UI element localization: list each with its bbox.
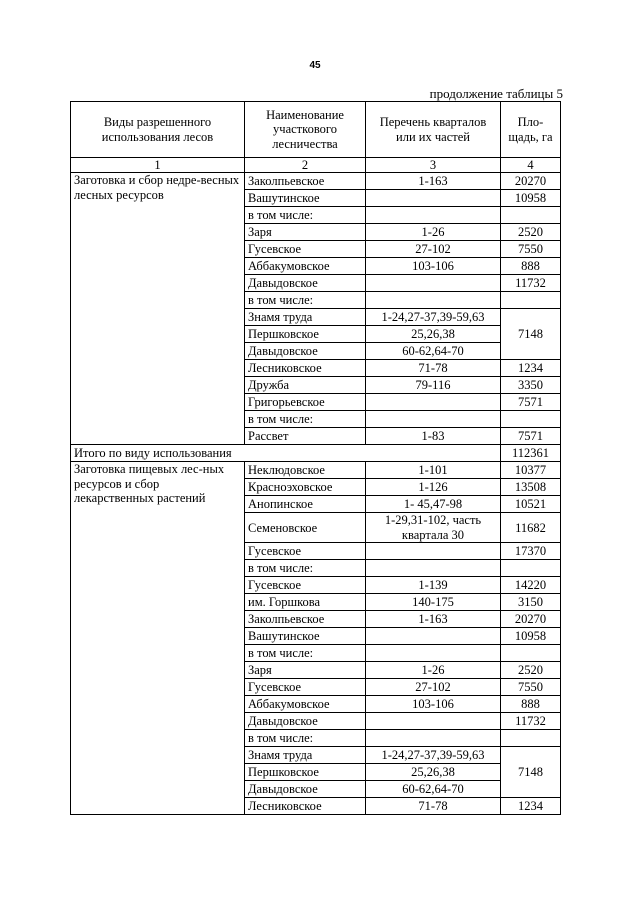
district-cell: в том числе:	[245, 730, 366, 747]
area-cell: 7571	[501, 428, 561, 445]
district-cell: Семеновское	[245, 513, 366, 543]
quarters-cell	[366, 628, 501, 645]
area-cell: 7550	[501, 679, 561, 696]
district-cell: Лесниковское	[245, 798, 366, 815]
area-cell: 7148	[501, 309, 561, 360]
area-cell: 10958	[501, 190, 561, 207]
district-cell: Гусевское	[245, 679, 366, 696]
quarters-cell	[366, 292, 501, 309]
district-cell: Давыдовское	[245, 713, 366, 730]
district-cell: Заколпьевское	[245, 611, 366, 628]
quarters-cell: 1-126	[366, 479, 501, 496]
area-cell: 11732	[501, 713, 561, 730]
total-row	[71, 445, 561, 462]
area-cell	[501, 411, 561, 428]
use-type-cell: Заготовка и сбор недре-весных лесных ресурсов	[71, 173, 245, 445]
area-cell	[501, 560, 561, 577]
quarters-cell: 1-101	[366, 462, 501, 479]
area-cell: 20270	[501, 173, 561, 190]
quarters-cell: 1-163	[366, 173, 501, 190]
district-cell: Першковское	[245, 326, 366, 343]
district-cell: Заколпьевское	[245, 173, 366, 190]
district-cell: Гусевское	[245, 577, 366, 594]
district-cell: Знамя труда	[245, 309, 366, 326]
district-cell: Аббакумовское	[245, 696, 366, 713]
district-cell: Красноэховское	[245, 479, 366, 496]
table-continuation-caption: продолжение таблицы 5	[429, 86, 563, 101]
area-cell: 10377	[501, 462, 561, 479]
quarters-cell: 1-83	[366, 428, 501, 445]
quarters-cell	[366, 207, 501, 224]
header-row	[71, 102, 561, 158]
quarters-cell: 1-26	[366, 224, 501, 241]
column-number: 4	[501, 158, 561, 173]
use-type-cell: Заготовка пищевых лес-ных ресурсов и сбор лекарственных растений	[71, 462, 245, 815]
district-cell: Рассвет	[245, 428, 366, 445]
header-area: Пло-щадь, га	[501, 102, 561, 158]
district-cell: Лесниковское	[245, 360, 366, 377]
quarters-cell	[366, 560, 501, 577]
quarters-cell	[366, 411, 501, 428]
area-cell: 1234	[501, 360, 561, 377]
district-cell: в том числе:	[245, 292, 366, 309]
area-cell: 11682	[501, 513, 561, 543]
area-cell: 2520	[501, 224, 561, 241]
area-cell: 1234	[501, 798, 561, 815]
district-cell: Григорьевское	[245, 394, 366, 411]
district-cell: Першковское	[245, 764, 366, 781]
area-cell: 10958	[501, 628, 561, 645]
quarters-cell: 71-78	[366, 360, 501, 377]
area-cell: 7571	[501, 394, 561, 411]
area-cell: 888	[501, 258, 561, 275]
quarters-cell	[366, 190, 501, 207]
quarters-cell: 1-29,31-102, часть квартала 30	[366, 513, 501, 543]
area-cell: 3350	[501, 377, 561, 394]
area-cell	[501, 730, 561, 747]
district-cell: Аббакумовское	[245, 258, 366, 275]
quarters-cell: 140-175	[366, 594, 501, 611]
quarters-cell: 25,26,38	[366, 764, 501, 781]
table-row	[71, 173, 561, 190]
quarters-cell: 1-24,27-37,39-59,63	[366, 309, 501, 326]
quarters-cell: 1-139	[366, 577, 501, 594]
quarters-cell: 27-102	[366, 679, 501, 696]
area-cell: 7550	[501, 241, 561, 258]
quarters-cell: 1- 45,47-98	[366, 496, 501, 513]
district-cell: Вашутинское	[245, 628, 366, 645]
area-cell: 13508	[501, 479, 561, 496]
area-cell: 20270	[501, 611, 561, 628]
area-cell: 888	[501, 696, 561, 713]
district-cell: Гусевское	[245, 543, 366, 560]
forest-use-table	[70, 101, 561, 815]
total-label: Итого по виду использования	[71, 445, 501, 462]
district-cell: им. Горшкова	[245, 594, 366, 611]
quarters-cell: 103-106	[366, 258, 501, 275]
quarters-cell: 1-26	[366, 662, 501, 679]
district-cell: в том числе:	[245, 207, 366, 224]
district-cell: Заря	[245, 662, 366, 679]
area-cell: 14220	[501, 577, 561, 594]
area-cell: 10521	[501, 496, 561, 513]
total-area: 112361	[501, 445, 561, 462]
district-cell: Гусевское	[245, 241, 366, 258]
header-district: Наименование участкового лесничества	[245, 102, 366, 158]
quarters-cell: 1-24,27-37,39-59,63	[366, 747, 501, 764]
quarters-cell: 71-78	[366, 798, 501, 815]
area-cell	[501, 645, 561, 662]
header-use-type: Виды разрешенного использования лесов	[71, 102, 245, 158]
column-number: 3	[366, 158, 501, 173]
district-cell: Знамя труда	[245, 747, 366, 764]
district-cell: Давыдовское	[245, 781, 366, 798]
area-cell: 11732	[501, 275, 561, 292]
district-cell: Давыдовское	[245, 275, 366, 292]
district-cell: Давыдовское	[245, 343, 366, 360]
quarters-cell: 60-62,64-70	[366, 781, 501, 798]
area-cell	[501, 207, 561, 224]
quarters-cell: 103-106	[366, 696, 501, 713]
quarters-cell: 27-102	[366, 241, 501, 258]
column-number-row	[71, 158, 561, 173]
quarters-cell	[366, 543, 501, 560]
column-number: 1	[71, 158, 245, 173]
quarters-cell	[366, 275, 501, 292]
district-cell: Дружба	[245, 377, 366, 394]
district-cell: Анопинское	[245, 496, 366, 513]
area-cell: 3150	[501, 594, 561, 611]
quarters-cell	[366, 730, 501, 747]
quarters-cell: 1-163	[366, 611, 501, 628]
page-number: 45	[309, 60, 321, 71]
district-cell: в том числе:	[245, 645, 366, 662]
district-cell: Заря	[245, 224, 366, 241]
area-cell: 2520	[501, 662, 561, 679]
area-cell: 7148	[501, 747, 561, 798]
header-quarters: Перечень кварталов или их частей	[366, 102, 501, 158]
quarters-cell: 25,26,38	[366, 326, 501, 343]
table-row	[71, 462, 561, 479]
area-cell	[501, 292, 561, 309]
district-cell: Вашутинское	[245, 190, 366, 207]
quarters-cell: 79-116	[366, 377, 501, 394]
quarters-cell	[366, 394, 501, 411]
quarters-cell: 60-62,64-70	[366, 343, 501, 360]
district-cell: Неклюдовское	[245, 462, 366, 479]
area-cell: 17370	[501, 543, 561, 560]
column-number: 2	[245, 158, 366, 173]
district-cell: в том числе:	[245, 411, 366, 428]
district-cell: в том числе:	[245, 560, 366, 577]
quarters-cell	[366, 645, 501, 662]
quarters-cell	[366, 713, 501, 730]
